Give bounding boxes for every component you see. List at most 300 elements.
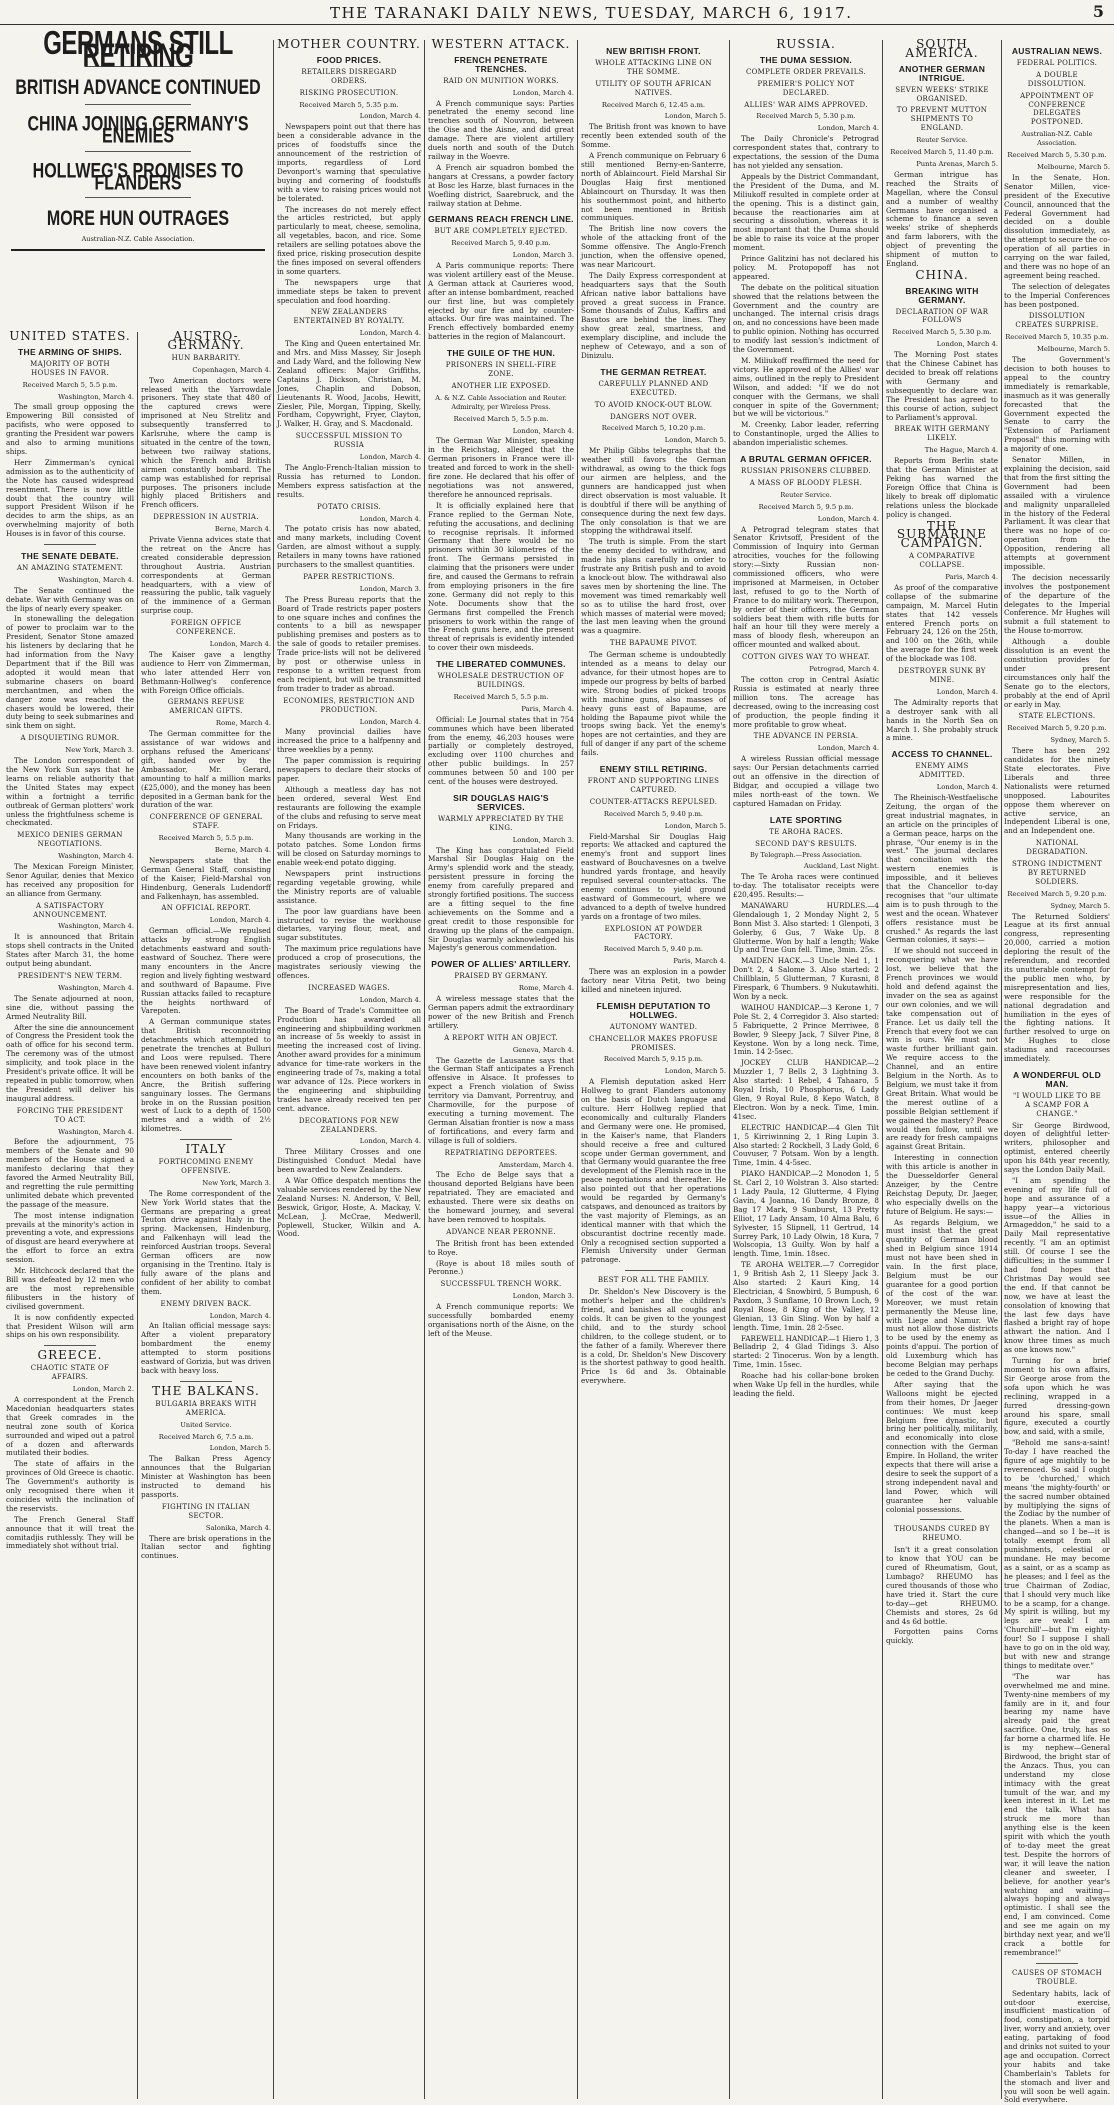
paragraph: The small group opposing the Empowering Bill consisted of pacifists, who were opposed to granting the President war powers and also to arming munitions ships.	[6, 402, 134, 456]
subhead: POWER OF ALLIES' ARTILLERY.	[431, 959, 571, 970]
paragraph: A French communique reports: We successfully bombarded enemy organisations north of the Aisne, on the left of the Meuse.	[428, 1302, 574, 1338]
subhead: PAPER RESTRICTIONS.	[303, 572, 395, 581]
paragraph: The German War Minister, speaking in the Reichstag, alleged that the German prisoners in France were ill-treated and forced to work in the shell-fire zone. He declared that his offer of negotiations was not answered, therefore he announced reprisals.	[428, 436, 574, 499]
subhead: SUCCESSFUL TRENCH WORK.	[440, 1280, 562, 1289]
subhead: THE ARMING OF SHIPS.	[18, 346, 122, 357]
paragraph: A War Office despatch mentions the valuable services rendered by the New Zealand Nurses: N. Anderson, V. Bell, Beswick, Grigor, Hoste, A. Mackay, V. McLean, J. McCrae, Medwerll, Poplewell, Stucker, Wilkin and A. Wood.	[277, 1176, 421, 1239]
paragraph: Herr Zimmerman's cynical admission as to the authenticity of the Note has caused widespread resentment. There is now little doubt that the country will support President Wilson if he decides to arm the ships, as an overwhelming majority of both Houses is in favor of this course.	[6, 457, 134, 539]
paragraph: As regards Belgium, we must insist that the great quantity of German blood shed in Belgium since 1914 must not have been shed in vain. In the first place, Belgium must be our guarantee for a good portion of the cost of the war. Moreover, we must retain permanently the Meuse line, with Liege and Namur. We must not allow those districts to be used by the enemy as points d'appui. The portion of old Luxemburg which has become Belgian may perhaps be ceded to the Grand Duchy.	[886, 1217, 998, 1378]
paragraph: The cotton crop in Central Asiatic Russia is estimated at nearly three million tons. The acreage has decreased, owing to the increasing cost of production, the people finding it more profitable to grow wheat.	[733, 675, 879, 729]
subhead: A WONDERFUL OLD MAN.	[1012, 1069, 1102, 1089]
dateline: Salonika, March 4.	[205, 1523, 271, 1532]
dateline: Berne, March 4.	[214, 846, 271, 855]
subhead: BREAKING WITH GERMANY.	[905, 285, 979, 305]
paragraph: The Rheinisch-Westfaelische Zeitung, the organ of the great industrial magnates, in an article on the principles of a German peace, harps on the phrase, "Our enemy is in the west." The journal declares that conciliation with the western enemies is impossible, and it believes that the Chancellor to-day recognises that "our ultimate aim is to push through to the west and the ocean. Whatever offers resistance must be crushed." As regards the last German colonies, it says:—	[886, 792, 998, 945]
dateline: Washington, March 4.	[58, 575, 134, 584]
subhead: RUSSIAN PRISONERS CLUBBED.	[741, 466, 871, 475]
subhead: THE GERMAN RETREAT.	[600, 366, 707, 377]
paragraph: It is now confidently expected that President Wilson will arm ships on his own responsibility.	[6, 1312, 134, 1340]
paragraph: The selection of delegates to the Imperial Conferences has been postponed.	[1004, 281, 1110, 309]
dateline: London, March 4.	[817, 514, 879, 523]
dateline: London, March 4.	[512, 88, 574, 97]
subhead: SIR DOUGLAS HAIG'S SERVICES.	[453, 792, 549, 812]
paragraph: Two American doctors were released with the Yarrowdale prisoners. They state that 480 of the captured crews were imprisoned at Neu Strelitz and subsequently transferred to Karlsruhe, where the camp is situated in the centre of the town, between two railway stations, which the French and British airmen constantly bombard. The camp was established for reprisal purposes. The prisoners include highly placed Britishers and French officers.	[141, 375, 271, 510]
received-line: Received March 5, 9.20 p.m.	[1007, 889, 1107, 898]
subhead: FRONT AND SUPPORTING LINES CAPTURED.	[587, 776, 720, 794]
dateline: London, March 3.	[512, 1292, 574, 1301]
dateline: London, March 5.	[664, 112, 726, 121]
section-title-russia: RUSSIA.	[776, 37, 836, 51]
subhead: INCREASED WAGES.	[308, 983, 390, 992]
service-line: United Service.	[180, 1420, 232, 1429]
dateline: London, March 3.	[512, 835, 574, 844]
subhead: DEPRESSION IN AUSTRIA.	[153, 513, 259, 522]
subhead: PRAISED BY GERMANY.	[454, 972, 548, 981]
paragraph: The increases do not merely effect the articles restricted, but apply particularly to meat, cheese, semolina, all vegetables, bacon, and rice. Some retailers are selling potatoes above the fixed price, risking prosecution despite the fines imposed on several offenders in some quarters.	[277, 204, 421, 276]
dateline: London, March 4.	[209, 916, 271, 925]
paragraph: German official.—We repulsed attacks by strong English detachments eastward and south-eastward of Souchez. There were many encounters in the Ancre region and lively fighting westward and southward of Bapaume. Five Russian attacks failed to recapture the heights northward of Varepoten.	[141, 926, 271, 1016]
subhead: STRONG INDICTMENT BY RETURNED SOLDIERS.	[1012, 860, 1102, 886]
column-2	[277, 37, 421, 2101]
paragraph: The potato crisis has now abated, and many markets, including Covent Garden, are almost without a supply. Retailers in many towns have rationed purchasers to the smallest quantities.	[277, 524, 421, 570]
masthead-title: THE TARANAKI DAILY NEWS, TUESDAY, MARCH 6, 1917.	[330, 4, 853, 22]
dateline: London, March 4.	[359, 112, 421, 121]
section-title-austro-germany: AUSTRO-GERMANY.	[167, 329, 245, 352]
subhead: STATE ELECTIONS.	[1018, 712, 1096, 721]
section-title-balkans: THE BALKANS.	[152, 1383, 260, 1398]
paragraph: German intrigue has reached the Straits of Magellan, where the Consul and a number of wealthy Germans have organised a scheme to finance a seven weeks' strike of shepherds and farm laborers, with the object of preventing the shipment of mutton to England.	[886, 169, 998, 268]
paragraph: Many provincial dailies have increased the price to a halfpenny and three weeklies by a penny.	[277, 727, 421, 755]
subhead: ENEMY DRIVEN BACK.	[160, 1299, 252, 1308]
service-line: A. & N.Z. Cable Association and Reuter. Admiralty, per Wireless Press.	[435, 393, 567, 411]
section-title-south-america: SOUTH AMERICA.	[905, 37, 979, 60]
paragraph: The Admiralty reports that a destroyer sank with all hands in the North Sea on March 1. She probably struck a mine.	[886, 697, 998, 743]
subhead: ADVANCE NEAR PERONNE.	[446, 1227, 556, 1236]
subhead: LATE SPORTING	[769, 814, 843, 825]
dateline: New York, March 3.	[65, 746, 134, 755]
subhead: GERMANS REACH FRENCH LINE.	[428, 214, 574, 225]
section-title-china: CHINA.	[915, 267, 969, 282]
cable-source: Australian-N.Z. Cable Association.	[81, 235, 195, 244]
paragraph: The paper commission is requiring newspapers to declare their stocks of paper.	[277, 756, 421, 783]
subhead: THE LIBERATED COMMUNES.	[436, 659, 566, 670]
column-6	[886, 37, 998, 2101]
dateline: Copenhagen, March 4.	[192, 365, 271, 374]
subhead: THE GUILE OF THE HUN.	[446, 348, 556, 359]
section-title-mother-country: MOTHER COUNTRY.	[277, 37, 421, 51]
paragraph: FAREWELL HANDICAP.—1 Hiero 1, 3 Belladrip 2, 4 Glad Tidings 3. Also started: 2 Tinocerus. Won by a length. Time, 1min. 15sec.	[733, 1333, 880, 1370]
paragraph: Prince Galitzini has not declared his policy. M. Protopopoff has not appeared.	[733, 254, 879, 281]
paragraph: Newspapers state that the German General Staff, consisting of the Kaiser, Field-Marshal von Hindenburg, Generals Ludendorff and Falkenhayn, has assembled.	[141, 855, 271, 901]
paragraph: Sir George Birdwood, doyen of delightful letter-writers, philosopher and optimist, entered cheerily upon his 84th year recently, says the London Daily Mail.	[1004, 1120, 1110, 1175]
subhead: WARMLY APPRECIATED BY THE KING.	[438, 814, 564, 832]
paragraph: A Paris communique reports: There was violent artillery east of the Meuse. A German attack at Caurieres wood, after an intense bombardment, reached our first line, but was completely ejected by our fire and by counter-attacks. Our fire was maintained. The French effectively bombarded enemy batteries in the region of Malancourt.	[428, 261, 574, 342]
column-7	[1004, 40, 1110, 2105]
received-line: Received March 5, 10.20 p.m.	[601, 424, 706, 433]
subhead: FOOD PRICES.	[316, 54, 382, 65]
subhead: THE SENATE DEBATE.	[21, 551, 119, 562]
paragraph: PIAKO HANDICAP.—2 Monodon 1, 5 St. Carl 2, 10 Wolstran 3. Also started: 1 Lady Paula, 12 Glutterme, 4 Flying Gavin, 4 Joanna, 16 Dandy Bronze, 8 Bag 17 Mark, 9 Sunburst, 13 Pretty Elliot, 17 Lady Ansam, 10 Alma Balu, 6 Sylvester, 15 Slipnell, 11 Gertrud, 14 Surrey Park, 10 Lady Olwin, 18 Kura, 7 Wolscopia, 13 Guilty. Won by half a length. Time, 1min. 18sec.	[733, 1169, 879, 1259]
dateline: Rome, March 4.	[518, 984, 574, 993]
paragraph: In stonewalling the delegation of power to proclaim war to the President, Senator Stone amazed his listeners by declaring that he had information from the Navy Department that if the Bill was adopted it would mean that submarine chasers on board merchantmen, and when the danger zone was reached the chasers would be lowered, their duty being to seek submarines and sink them on sight.	[6, 614, 134, 731]
received-line: Received March 5, 9.40 p.m.	[603, 945, 704, 954]
paragraph: Three Military Crosses and one Distinguished Conduct Medal have been awarded to New Zealanders.	[277, 1147, 421, 1175]
paragraph: An Italian official message says: After a violent preparatory bombardment the enemy attempted to storm positions eastward of Gorizia, but was driven back with heavy loss.	[141, 1321, 271, 1375]
masthead	[0, 0, 1114, 25]
dateline: London, March 4.	[359, 453, 421, 462]
dateline: London, March 4.	[817, 124, 879, 133]
paragraph: The Anglo-French-Italian mission to Russia has returned to London. Members express satisfaction at the results.	[277, 462, 421, 499]
dateline: London, March 4.	[209, 1311, 271, 1320]
received-line: Received March 5, 9.20 p.m.	[1007, 724, 1107, 733]
paragraph: Although a double dissolution is an event the constitution provides for under present circumstances only half the Senate go to the electors, probably at the end of April or early in May.	[1004, 637, 1110, 709]
subhead: REPATRIATING DEPORTEES.	[444, 1148, 558, 1157]
dateline: Washington, March 4.	[58, 1127, 134, 1136]
subhead: NEW BRITISH FRONT.	[606, 46, 701, 56]
column-3	[428, 37, 574, 2101]
subhead: FIGHTING IN ITALIAN SECTOR.	[161, 1502, 251, 1520]
dateline: London, March 5.	[664, 436, 726, 445]
paragraph: The German committee for the assistance of war widows and orphans refused the Americans' gift, handed over by the Ambassador, Mr. Gerard, amounting to half a million marks (£25,000), and the money has been deposited in a German bank for the duration of the war.	[141, 729, 271, 810]
paragraph: There was an explosion in a powder factory near Vitria Petit, two being killed and nineteen injured.	[581, 967, 726, 994]
subhead: ANOTHER LIE EXPOSED.	[451, 381, 551, 390]
dateline: Washington, March 4.	[58, 983, 134, 992]
headline-british-advance: BRITISH ADVANCE CONTINUED	[15, 76, 261, 100]
paragraph: Field-Marshal Sir Douglas Haig reports: We attacked and captured the enemy's front and support lines eastward of Bouchavesnes on a twelve hundred yards frontage, and heavily repulsed several counter-attacks. The enemy continues to yield ground eastward of Gommecourt, where we advanced to a depth of twelve hundred yards on a frontage of two miles.	[581, 831, 726, 921]
subhead: ALLIES' WAR AIMS APPROVED.	[744, 100, 868, 109]
paragraph: MANAWARU HURDLES.—4 Glendalough 1, 2 Monday Night 2, 5 Bonn Mist 3. Also started: 1 Glenpoti, 3 Golerby, 6 Gus, 7 Wake Up. 8 Glutterme. Won by half a length; Wake Up and True Gun fell. Time, 3min. 25s.	[733, 900, 879, 955]
subhead: ECONOMIES, RESTRICTION AND PRODUCTION.	[283, 696, 415, 714]
subhead: MEXICO DENIES GERMAN NEGOTIATIONS.	[17, 831, 123, 849]
advert-title: CAUSES OF STOMACH TROUBLE.	[1011, 1968, 1103, 1986]
subhead: A SATISFACTORY ANNOUNCEMENT.	[33, 901, 107, 919]
subhead: FOREIGN OFFICE CONFERENCE.	[170, 619, 242, 637]
dateline: Washington, March 4.	[58, 852, 134, 861]
headline-hollweg: HOLLWEG'S PROMISES TO FLANDERS	[32, 160, 244, 195]
subhead: FLEMISH DEPUTATION TO HOLLWEG.	[596, 1000, 711, 1020]
received-line: Received March 5, 5.30 p.m.	[756, 112, 856, 121]
dateline: London, March 4.	[209, 640, 271, 648]
column-5	[733, 37, 880, 2101]
received-line: Received March 5, 9.40 p.m.	[603, 809, 704, 818]
paragraph: Private Vienna advices state that the retreat on the Ancre has created considerable depression throughout Austria. Austrian correspondents at German headquarters, with a view of reassuring the public, talk vaguely of the imminence of a German surprise coup.	[141, 535, 271, 616]
dateline: Paris, March 4.	[521, 704, 574, 713]
paragraph: After saying that the Walloons might be ejected from their homes, Dr Jaeger continues: We must keep Belgium free dynastic, but bring her politically, militarily, and economically into close connection with the German Empire. In Holland, the writer expects that there will arise a desire to seek the support of a strong independent naval and land Power, which will guarantee her valuable colonial possessions.	[886, 1379, 998, 1514]
paragraph: M. Creenky, Labor leader, referring to Constantinople, urged the Allies to abandon imperialistic schemes.	[733, 420, 879, 448]
received-line: Received March 5, 10.35 p.m.	[1005, 333, 1109, 342]
paragraph: The Kaiser gave a lengthy audience to Herr von Zimmerman, who later attended Herr von Bethmann-Hollweg's conference with Foreign Office officials.	[141, 649, 271, 695]
dateline: London, March 4.	[359, 717, 421, 726]
dateline: London, March 4.	[936, 687, 998, 696]
paragraph: "Behold me sans-a-saint! To-day I have reached the figure of age mightily to be reverenced. So said I ought to be 'churched,' which means 'the mighty-fourth' or the sacred number obtained by multiplying the signs of the Zodiac by the number of the planets. When a man is changed—and so I be—it is totally exempt from all punishments, celestial or mundane. He may become as a saint, or as a scamp as he pleases; and I feel as the true Chairman of Zodiac, that I should very much like to be a scamp, for a change. My spirit is willing, but my legs are weak! I am 'Churchill'—but I'm eighty-four! So I suppose I shall have to go on in the old way, but with new and strange things to meditate over."	[1004, 1438, 1110, 1670]
received-line: Received March 5, 9.15 p.m.	[603, 1055, 704, 1064]
subhead: SUCCESSFUL MISSION TO RUSSIA	[295, 432, 403, 450]
dateline: Berne, March 4.	[214, 525, 271, 534]
dateline: London, March 4.	[936, 340, 998, 349]
dateline: London, March 4.	[936, 783, 998, 792]
subhead: POTATO CRISIS.	[317, 502, 381, 511]
subhead: TE AROHA RACES.	[769, 827, 843, 836]
subhead: CONFERENCE OF GENERAL STAFF.	[149, 813, 263, 831]
dateline: Melbourne, March 5.	[1036, 162, 1110, 171]
paragraph: Reports from Berlin state that the German Minister at Peking has warned the Foreign Office that China is likely to break off diplomatic relations unless the blockade policy is changed.	[886, 456, 998, 519]
section-title-submarine: THE SUBMARINE CAMPAIGN.	[896, 518, 988, 551]
paragraph: A correspondent at the French Macedonian headquarters states that Greek comrades in the neutral zone south of Korica surrounded and wiped out a patrol of a dozen and afterwards mutilated their bodies.	[6, 1394, 134, 1458]
dateline: London, March 4.	[359, 995, 421, 1004]
subhead: NATIONAL DEGRADATION.	[1026, 839, 1088, 857]
dateline: New York, March 3.	[202, 1178, 271, 1187]
subhead: RAID ON MUNITION WORKS.	[443, 76, 559, 85]
dateline: Petrograd, March 4.	[809, 665, 879, 674]
main-headline: GERMANS STILL RETIRING	[43, 24, 233, 75]
dateline: Washington, March 4.	[58, 922, 134, 931]
subhead: UTILITY OF SOUTH AFRICAN NATIVES.	[595, 79, 712, 97]
received-line: Received March 5, 5.5 p.m.	[22, 380, 118, 389]
subhead: ENEMY AIMS ADMITTED.	[915, 762, 969, 780]
received-line: Received March 5, 9.40 p.m.	[451, 239, 551, 248]
paragraph: WAIHOU HANDICAP.—3 Kerone 1, 7 Pole St. 2, 4 Corregidor 3. Also started: 5 Fabriquette, 2 Prince Merriwee, 8 Bowler, 9 Sleepy Jack, 7 Silver Pine, 8 Keystone. Won by a long neck. Time, 1min. 14 2-5sec.	[733, 1002, 879, 1057]
paragraph: The London correspondent of the New York Sun says that he learns on reliable authority that the United States may expect within a fortnight a terrific outbreak of German plotters' work unless the frightfulness scheme is checkmated.	[6, 756, 134, 828]
subhead: THE BAPAUME PIVOT.	[609, 639, 698, 648]
paragraph: The decision necessarily involves the postponement of the departure of the delegates to the Imperial Conference. Mr Hughes will submit a full statement to the House to-morrow.	[1004, 572, 1110, 636]
dateline: London, March 4.	[817, 744, 879, 753]
subhead: COMPLETE ORDER PREVAILS.	[745, 67, 867, 76]
subhead: TO AVOID KNOCK-OUT BLOW.	[594, 400, 713, 409]
dateline: Amsterdam, March 4.	[498, 1160, 574, 1169]
column-rule	[137, 332, 138, 2099]
subhead: FEDERAL POLITICS.	[1016, 58, 1098, 67]
subhead: WHOLE ATTACKING LINE ON THE SOMME.	[595, 58, 712, 76]
paragraph: The Echo de Belge says that a thousand deported Belgians have been repatriated. They are emaciated and exhausted. There were six deaths on the homeward journey, and several have been removed to hospitals.	[428, 1170, 574, 1224]
paragraph: The Press Bureau reports that the Board of Trade restricts paper posters to one square inches and confines the contents to a bill as newspaper publishing premises and posters as to the sale of goods to retailer premises. Trade price-lists will not be delivered by post or otherwise unless in response to a written request from each recipient, but will be transmitted from trader to trader as abroad.	[277, 594, 421, 693]
headline-china: CHINA JOINING GERMANY'S ENEMIES	[27, 113, 249, 148]
received-line: Received March 5, 9.5 p.m.	[758, 502, 854, 511]
dateline: Rome, March 4.	[215, 719, 271, 728]
dateline: Punta Arenas, March 5.	[916, 159, 998, 168]
subhead: DESTROYER SUNK BY MINE.	[898, 667, 986, 684]
paragraph: The debate on the political situation showed that the relations between the Government and the country are unchanged. The internal crisis drags on, and no concessions have been made to public opinion. Nothing has occurred to modify last session's indictment of the Government.	[733, 282, 879, 355]
subhead: RISKING PROSECUTION.	[299, 88, 399, 97]
headline-hun-outrages: MORE HUN OUTRAGES	[46, 208, 230, 231]
dateline: London, March 3.	[512, 251, 574, 260]
paragraph: The newspapers urge that immediate steps be taken to prevent speculation and food hoarding.	[277, 277, 421, 305]
dateline: London, March 4.	[359, 329, 421, 338]
paragraph: There has been 292 candidates for the ninety State electorates. Five Liberals and three Nationalists were returned unopposed. Labourites oppose them wherever on active service, an Independent Liberal is one, and an Independent one.	[1004, 746, 1110, 836]
paragraph: MAIDEN HACK.—3 Uncle Ned 1, 1 Don't 2, 4 Salome 3. Also started: 2 Chillblain, 5 Glutterman, 7 Kurasni, 8 Firespark, 6 Thumbers. 9 Nukutawhiti. Won by a neck.	[733, 956, 879, 1001]
dateline: London, March 4.	[359, 1137, 421, 1146]
subhead: FORTHCOMING ENEMY OFFENSIVE.	[158, 1158, 254, 1175]
subhead: SEVEN WEEKS' STRIKE ORGANISED.	[895, 85, 989, 103]
dateline: Paris, March 4.	[673, 957, 726, 966]
paragraph: The maximum price regulations have produced a crop of prosecutions, the magistrates seriously viewing the offences.	[277, 944, 421, 980]
dateline: Melbourne, March 5.	[1036, 345, 1110, 354]
page-number: 5	[1092, 2, 1104, 21]
paragraph: The Board of Trade's Committee on Production has awarded all engineering and shipbuilding workmen an increase of 5s weekly to assist in meeting the increased cost of living. Another award provides for a minimum advance for time-rate workers in the engineering trade of 7s, making a total war advance of 12s. Piece workers in the engineering and shipbuilding trades have already received ten per cent. advance.	[277, 1005, 421, 1113]
subhead: AUTONOMY WANTED.	[609, 1022, 698, 1031]
paragraph: The French General Staff announce that it will treat the comitadjis ruthlessly. They will be immediately shot without trial.	[6, 1514, 134, 1551]
paragraph: Many thousands are working in the potato patches. Some London firms will be closed on Saturday mornings to enable week-end potato digging.	[277, 831, 421, 868]
paragraph: Turning for a brief moment to his own affairs, Sir George arose from the sofa upon which he was reclining, wrapped in a furred dressing-gown around his spare, small figure, executed a courtly bow, and said, with a smile,	[1004, 1356, 1110, 1437]
subhead: TO PREVENT MUTTON SHIPMENTS TO ENGLAND.	[896, 106, 988, 133]
paragraph: The Government's decision to both houses to appeal to the country immediately is remarkable, inasmuch as it was generally forecasted that the Government expected the Senate to carry the "Extension of Parliament Proposal" this morning with a majority of one.	[1004, 355, 1110, 454]
received-line: Received March 5, 5.30 p.m.	[1007, 151, 1107, 160]
dateline: Sydney, March 5.	[1050, 901, 1110, 910]
column-1b	[141, 329, 271, 2101]
subhead: DECLARATION OF WAR FOLLOWS	[895, 307, 989, 325]
subhead: FORCING THE PRESIDENT TO ACT.	[16, 1106, 124, 1124]
paragraph: The poor law guardians have been instructed to revise the workhouse dietaries, varying flour, meat, and sugar substitutes.	[277, 906, 421, 943]
subhead: CHAOTIC STATE OF AFFAIRS.	[30, 1364, 110, 1382]
paragraph: The most intense indignation prevails at the minority's action in preventing a vote, and expressions of disgust are heard everywhere at the effort to force an extra session.	[6, 1210, 134, 1265]
dateline: London, March 3.	[359, 584, 421, 593]
column-rule	[273, 40, 274, 2099]
subhead: A BRUTAL GERMAN OFFICER.	[740, 454, 872, 465]
paragraph: In the Senate, Hon. Senator Millen, vice-president of the Executive Council, announced that the Federal Government had decided on a double dissolution immediately, as the attempt to secure the co-operation of all parties in carrying on the war failed, and there was no hope of an agreement being reached.	[1004, 172, 1110, 280]
paragraph: A German communique states that British reconnoitring detachments which attempted to penetrate the trenches at Bulluri and Loos were repulsed. There have been renewed violent infantry encounters on both banks of the Ancre, the British suffering sanguinary losses. The Germans broke in on the Russian position west of Luck to a depth of 1500 metres and a width of 2½ kilometres.	[141, 1017, 271, 1134]
subhead: EXPLOSION AT POWDER FACTORY.	[604, 924, 703, 942]
column-4	[581, 40, 726, 2101]
column-rule	[424, 40, 425, 2099]
subhead: A DOUBLE DISSOLUTION.	[1027, 70, 1087, 88]
paragraph: M. Miliukoff reaffirmed the need for victory. He approved of the Allies' war aims, outlined in the reply to President Wilson, and added: "If we do not conquer with the Germans, we shall conquer in spite of the Government; but we will be victorious."	[733, 356, 879, 419]
dateline: Sydney, March 5.	[1050, 736, 1110, 745]
subhead: BUT ARE COMPLETELY EJECTED.	[434, 227, 568, 236]
advert-text: Isn't it a great consolation to know that YOU can be cured of Rheumatism, Gout, Lumbago? RHEUMO has cured thousands of those who have tried it. Start the cure to-day—get RHEUMO. Chemists and stores, 2s 6d and 4s 6d bottle.	[886, 1545, 998, 1626]
subhead: GERMANS REFUSE AMERICAN GIFTS.	[167, 698, 245, 716]
column-rule	[729, 40, 730, 2099]
service-line: Australian-N.Z. Cable Association.	[1021, 130, 1093, 148]
subhead: FRENCH PENETRATE TRENCHES.	[454, 54, 548, 74]
service-line: Reuter Service.	[780, 490, 832, 499]
paragraph: Newspapers point out that there has been a considerable advance in the prices of foodstuffs since the announcement of the restriction of imports, regardless of Lord Devonport's warning that speculative buying and cornering of foodstuffs with a view to raising prices would not be tolerated.	[277, 122, 421, 203]
dateline: London, March 4.	[512, 426, 574, 435]
paragraph: The Te Aroha races were continued to-day. The totalisator receipts were £20,495. Results:—	[733, 872, 879, 900]
subhead: BULGARIA BREAKS WITH AMERICA.	[155, 1399, 257, 1417]
paragraph: The Daily Chronicle's Petrograd correspondent states that, contrary to expectations, the session of the Duma has not yielded any sensation.	[733, 134, 879, 170]
paragraph: The British front has been extended to Roye.	[428, 1238, 574, 1257]
section-title-greece: GREECE.	[37, 1348, 103, 1363]
subhead: A REPORT WITH AN OBJECT.	[444, 1033, 558, 1042]
paragraph: Although a meatless day has not been ordered, several West End restaurants are following the example of the clubs and refusing to serve meat on Fridays.	[277, 784, 421, 830]
paragraph: A French air squadron bombed the hangars at Cressans, a powder factory at Bosc les Harze, blast furnaces in the Woefling district, Saarebruck, and the railway station at Dehme.	[428, 162, 574, 208]
paragraph: "I am spending the evening of my life full of hope and assurance of a happy year—a victorious issue—of the Allies in Armageddon," he said to a Daily Mail representative recently. "I am an optimist still. Of course I see the difficulties; in the summer I had fond hopes that Christmas Day would see the end. If that cannot be now, we have at least the consolation of knowing that the last few days have flashed a bright ray of hope athwart the nation. And I know three times as much as one knows now."	[1004, 1175, 1110, 1355]
paragraph: It is announced that Britain stops shell contracts in the United States after March 31, the home output being abundant.	[6, 932, 134, 969]
paragraph: TE AROHA WELTER.—7 Corregidor 1, 9 British Ash 2, 11 Sleepy Jack 3. Also started: 2 Kauri King, 14 Electrician, 4 Snowbird, 5 Bumpush, 6 Paxdom, 3 Sunflame, 10 Brown Loch, 9 Royal Rose, 8 King of the Valley, 12 Glenian, 13 Gin Sling. Won by half a length. Time, 1min. 28 2-5sec.	[733, 1260, 879, 1332]
paragraph: The King and Queen entertained Mr. and Mrs. and Miss Massey, Sir Joseph and Lady Ward, and the following New Zealand officers: Major Griffiths, Captains J. Dickson, Christian, M. Jones, Chaplin and Dobson, Lieutenants R. Wood, Jacobs, Hewitt, Ziesler, Pile, Morgan, Tipping, Skelly, Fordham, Copywright, Fryer, Clayton, J. Walker, H. Gray, and S. Macdonald.	[277, 339, 421, 429]
subhead: CAREFULLY PLANNED AND EXECUTED.	[598, 379, 709, 397]
subhead: APPOINTMENT OF CONFERENCE DELEGATES POSTPONED.	[1020, 91, 1094, 127]
paragraph: Appeals by the District Commandant, the President of the Duma, and M. Miliukoff resulted in complete order at the opening. This is a distinct gain, because the reactionaries aim at securing a dissolution, whereas it is most important that the Duma should be able to raise its voice at the proper moment.	[733, 171, 879, 253]
paragraph: The King has congratulated Field Marshal Sir Douglas Haig on the Army's splendid work and the steady, persistent pressure in forcing the enemy from carefully prepared and strongly fortified positions. The success are a fitting sequel to the fine achievements on the Somme and a great credit to those responsible for drawing up the plans of the campaign. Sir Douglas warmly acknowledged his Majesty's generous commendation.	[428, 845, 574, 953]
subhead: ENEMY STILL RETIRING.	[599, 764, 708, 775]
column-1a	[6, 329, 134, 2101]
advert-text: Sedentary habits, lack of out-door exercise, insufficient mastication of food, constipation, a torpid liver, worry and anxiety, over eating, partaking of food and drinks not suited to your age and occupation. Correct your habits and take Chamberlain's Tablets for the stomach and liver and you will soon be well again. Sold everywhere.	[1004, 1988, 1110, 2105]
subhead: DISSOLUTION CREATES SURPRISE.	[1015, 312, 1099, 330]
subhead: DANGERS NOT OVER.	[610, 412, 697, 421]
paragraph: (Roye is about 18 miles south of Peronne.)	[428, 1258, 574, 1277]
section-title-italy: ITALY	[185, 1142, 227, 1157]
paragraph: As proof of the comparative collapse of the submarine campaign, M. Marcel Hutin states that 142 vessels entered French ports on February 24, 126 on the 25th, and 100 on the 26th, while the average for the first week of the blockade was 108.	[886, 582, 998, 664]
dateline: London, March 5.	[664, 821, 726, 830]
received-line: Received March 5, 5.5 p.m.	[453, 414, 549, 423]
received-line: Received March 5, 5.5 p.m.	[453, 692, 549, 701]
received-line: Received March 5, 5.30 p.m.	[892, 328, 992, 337]
received-line: Received March 5, 11.40 p.m.	[890, 148, 994, 157]
subhead: A MASS OF BLOODY FLESH.	[749, 478, 863, 487]
paragraph: The Morning Post states that the Chinese Cabinet has decided to break off relations with Germany and subsequently to declare war. The President has agreed to this course of action, subject to Parliament's approval.	[886, 350, 998, 422]
subhead: RETAILERS DISREGARD ORDERS.	[301, 67, 397, 85]
dateline: Geneva, March 4.	[512, 1045, 574, 1054]
paragraph: The German scheme is undoubtedly intended as a means to delay our advance, for their utmost hopes are to impede our progress by belts of barbed wire. Strong bodies of picked troops with machine guns, also masses of heavy guns east of Bapaume, are holding the Bapaume pivot while the troops swing back. Yet the enemy's hopes are not certainties, and they are full of danger if any part of the scheme fails.	[581, 650, 726, 758]
paragraph: Roache had his collar-bone broken when Wake Up fell in the hurdles, while leading the field.	[733, 1371, 879, 1398]
subhead: THE DUMA SESSION.	[759, 54, 853, 65]
paragraph: A Flemish deputation asked Herr Hollweg to grant Flanders autonomy on the basis of Dutch language and culture. Herr Hollweg replied that economically and culturally Flanders and Germany were one. He promised, in the Kaiser's name, that Flanders should receive a free and cultured scope under German government, and that Germany would guarantee the free development of the Flemish race in the peace negotiations and thereafter. He also pointed out that her operations would be regarded by Germany's catspaws, and denounced as traitors by the vast majority of Flemings, as an identical manner with that which the obscurantist doctrine recently made. Only a recognised section supported a Flemish University under German patronage.	[581, 1077, 726, 1265]
received-line: Received March 6, 12.45 a.m.	[601, 100, 706, 109]
subhead: COUNTER-ATTACKS REPULSED.	[589, 797, 718, 806]
dateline: London, March 5.	[209, 1444, 271, 1453]
paragraph: ELECTRIC HANDICAP.—4 Glen Tilt 1, 5 Kirriwinning 2, 1 Ring Lupin 3. Also started: 2 Rockbell, 3 Lady Gold, 6 Couvuser, 7 Potsam. Won by a length. Time, 1min. 4 4-5sec.	[733, 1122, 879, 1168]
subhead: PRISONERS IN SHELL-FIRE ZONE.	[445, 361, 557, 378]
subhead: PREMIER'S POLICY NOT DECLARED.	[757, 79, 855, 97]
paragraph: A French communique says: Parties penetrated the enemy second line trenches south of Nouvron, between the Oise and the Aisne, and did great damage. There are violent artillery duels north and south of the Dutch railway in the Woevre.	[428, 98, 574, 161]
paragraph: A French communique on February 6 still mentioned Berny-en-Santerre, north of Ablaincourt. Field Marshal Sir Douglas Haig first mentioned Ablaincourt on Thursday. It was then his southernmost point, and hitherto not been mentioned in British communiques.	[581, 151, 726, 223]
subhead: COTTON GIVES WAY TO WHEAT.	[741, 653, 871, 662]
paragraph: The Rome correspondent of the New York World states that the Germans are preparing a great Teuton drive against Italy in the spring. Mackensen, Hindenburg, and Falkenhayn will lead the reinforced Austrian troops. Several German officers are now organising in the Trentino. Italy is fully aware of the plans and confident of her ability to combat them.	[141, 1188, 271, 1296]
paragraph: Newspapers print instructions regarding vegetable growing, while the Ministry reports are of valuable assistance.	[277, 869, 421, 905]
subhead: PRESIDENT'S NEW TERM.	[17, 972, 123, 980]
subhead: DECORATIONS FOR NEW ZEALANDERS.	[298, 1116, 400, 1134]
service-line: Reuter Service.	[916, 136, 968, 145]
headline-block	[6, 24, 270, 244]
advert-text: Forgotten pains Corns quickly.	[886, 1627, 998, 1646]
subhead: NEW ZEALANDERS ENTERTAINED BY ROYALTY.	[293, 308, 405, 326]
subhead: A COMPARATIVE COLLAPSE.	[908, 552, 976, 570]
subhead: ANOTHER GERMAN INTRIGUE.	[898, 63, 986, 83]
paragraph: The British line now covers the whole of the attacking front of the Somme offensive. The Anglo-French junction, when the offensive opened, was near Maricourt.	[581, 224, 726, 269]
dateline: The Hague, March 4.	[924, 446, 998, 455]
subhead: AN AMAZING STATEMENT.	[16, 563, 124, 572]
subhead: HUN BARBARITY.	[171, 353, 241, 362]
subhead: SECOND DAY'S RESULTS.	[755, 839, 857, 848]
dateline: Auckland, Last Night.	[803, 862, 879, 871]
paragraph: The Senate continued the debate. War with Germany was on the lips of nearly every speaker.	[6, 585, 134, 613]
subhead: MAJORITY OF BOTH HOUSES IN FAVOR.	[30, 359, 110, 377]
subhead: BREAK WITH GERMANY LIKELY.	[894, 425, 990, 443]
paragraph: The Gazette de Lausanne says that the German Staff anticipates a French offensive in Alsace. It professes to expect a French violation of Swiss territory via Damvant, Porrentruy, and Charmoville, for the purpose of executing a turning movement. The German Alsatian frontier is now a mass of fortifications, and every farm and village is full of soldiers.	[428, 1055, 574, 1145]
dateline: Paris, March 4.	[945, 573, 998, 582]
column-rule	[1001, 40, 1002, 2099]
paragraph: Mr Philip Gibbs telegraphs that the weather still favors the German withdrawal, as owing to the thick fogs our airmen are helpless, and the gunners are handicapped just when direct observation is most valuable. It is doubtful if there will be anything of consequence during the next few days. The only consolation is that we are stopping the withdrawal itself.	[581, 446, 726, 536]
paragraph: The Mexican Foreign Minister, Senor Aguilar, denies that Mexico has received any proposition for an alliance from Germany.	[6, 862, 134, 898]
paragraph: A wireless message states that the German papers admit the extraordinary power of the new British and French artillery.	[428, 994, 574, 1030]
received-line: Received March 6, 7.5 a.m.	[158, 1432, 254, 1441]
paragraph: The British front was known to have recently been extended south of the Somme.	[581, 122, 726, 150]
subhead: "I WOULD LIKE TO BE A SCAMP FOR A CHANGE."	[1012, 1091, 1102, 1118]
subhead: THE ADVANCE IN PERSIA.	[753, 732, 859, 741]
subhead: AN OFFICIAL REPORT.	[161, 904, 251, 913]
received-line: Received March 5, 5.35 p.m.	[299, 100, 399, 109]
paragraph: Interesting in connection with this article is another in the Duesseldorfer General Anzeiger, by the Centre Reichstag Deputy, Dr. Jaeger, who especially dwells on the future of Belgium. He says:—	[886, 1153, 998, 1216]
paragraph: A wireless Russian official message says: Our Persian detachments carried out an offensive in the direction of Bidgar, and occupied a village two miles north-east of the town. We captured Hamadan on Friday.	[733, 754, 879, 808]
paragraph: After the sine die announcement of Congress the President took the oath of office for his second term. The ceremony was of the utmost simplicity, and took place in the President's private office. It will be repeated in public tomorrow, when the President will deliver his inaugural address.	[6, 1022, 134, 1103]
service-line: By Telegraph.—Press Association.	[750, 851, 862, 860]
paragraph: JOCKEY CLUB HANDICAP.—2 Muzzler 1, 7 Bells 2, 3 Lightning 3. Also started: 1 Rebel, 4 Tahaaro, 5 Royal Irish, 10 Phosphorus, 6 Lady Glen, 9 Royal Rule, 8 Kepo Watch, 8 Electron. Won by a neck. Time, 1min. 41sec.	[733, 1058, 879, 1121]
paragraph: The Senate adjourned at noon, sine die, without passing the Armed Neutrality Bill.	[6, 993, 134, 1021]
subhead: CHANCELLOR MAKES PROFUSE PROMISES.	[589, 1034, 718, 1052]
subhead: A DISQUIETING RUMOR.	[20, 734, 120, 743]
dateline: London, March 2.	[72, 1385, 134, 1394]
dateline: Washington, March 4.	[58, 392, 134, 401]
